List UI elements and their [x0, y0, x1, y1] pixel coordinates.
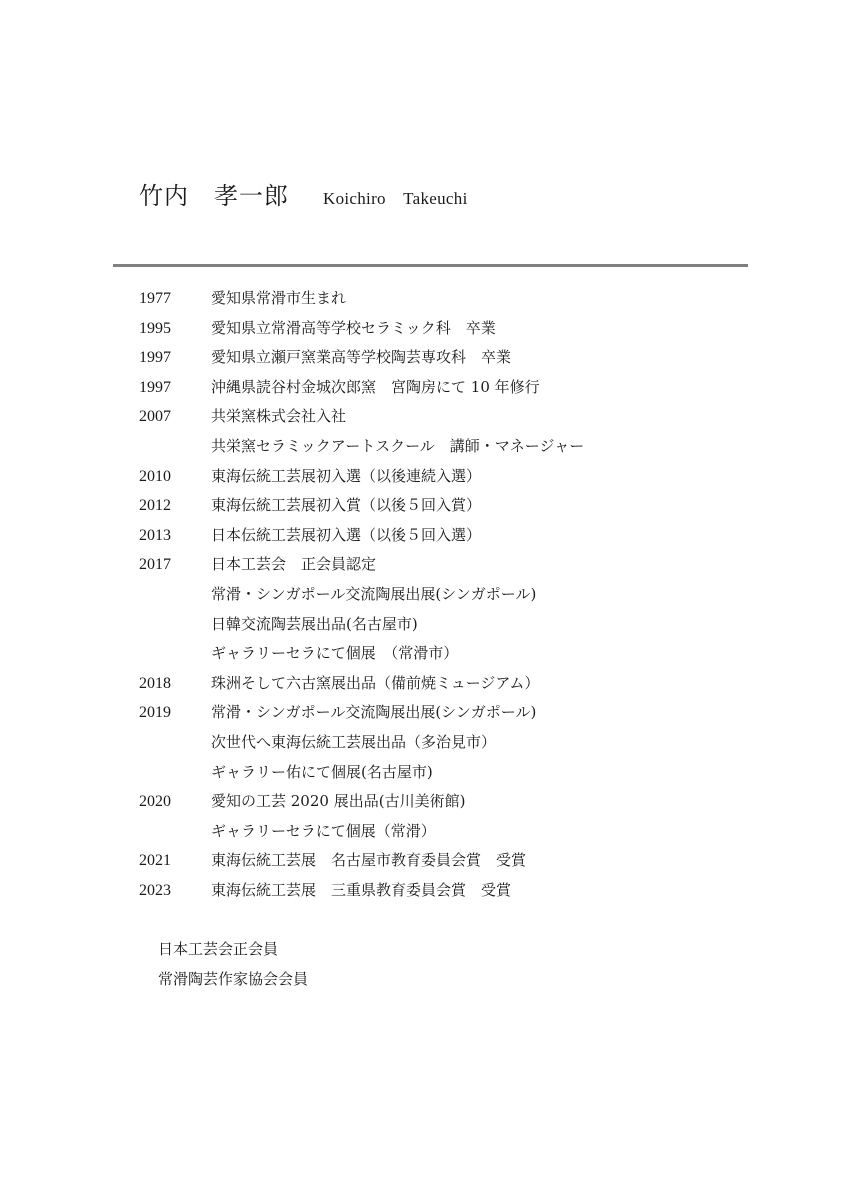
timeline-text: 常滑・シンガポール交流陶展出展(シンガポール) — [211, 703, 537, 722]
timeline-row — [139, 462, 739, 492]
timeline-text: 共栄窯株式会社入社 — [211, 407, 347, 426]
timeline-row — [139, 580, 739, 610]
timeline-text: 愛知県立瀬戸窯業高等学校陶芸専攻科 卒業 — [211, 348, 512, 367]
timeline-year: 2019 — [139, 704, 171, 722]
timeline-text: 常滑・シンガポール交流陶展出展(シンガポール) — [211, 584, 537, 603]
timeline-row — [139, 817, 739, 847]
timeline-row — [139, 876, 739, 906]
membership-item: 常滑陶芸作家協会会員 — [158, 970, 309, 988]
timeline-text: 愛知県立常滑高等学校セラミック科 卒業 — [211, 318, 496, 337]
timeline-row — [139, 639, 739, 669]
timeline-row — [139, 550, 739, 580]
timeline-year: 2023 — [139, 881, 171, 899]
timeline-row — [139, 610, 739, 640]
timeline-text: 愛知の工芸 2020 展出品(古川美術館) — [211, 792, 466, 811]
timeline-year: 2017 — [139, 556, 171, 574]
timeline-year: 2007 — [139, 408, 171, 426]
timeline-year: 2012 — [139, 497, 171, 515]
timeline-text: ギャラリーセラにて個展（常滑） — [211, 821, 436, 840]
timeline-text: 東海伝統工芸展初入賞（以後５回入賞） — [211, 496, 482, 515]
timeline-row — [139, 373, 739, 403]
timeline-text: 東海伝統工芸展 名古屋市教育委員会賞 受賞 — [211, 851, 527, 870]
timeline-text: 沖縄県読谷村金城次郎窯 宮陶房にて 10 年修行 — [211, 377, 540, 396]
header-divider — [113, 264, 748, 267]
timeline-text: 日本工芸会 正会員認定 — [211, 555, 377, 574]
timeline-text: 日韓交流陶芸展出品(名古屋市) — [211, 614, 418, 633]
timeline-text: 東海伝統工芸展初入選（以後連続入選） — [211, 466, 482, 485]
timeline-text: ギャラリーセラにて個展 （常滑市） — [211, 644, 459, 663]
timeline-row — [139, 521, 739, 551]
timeline-year: 2018 — [139, 674, 171, 692]
timeline-year: 2013 — [139, 526, 171, 544]
timeline-row — [139, 432, 739, 462]
timeline-year: 2010 — [139, 467, 171, 485]
career-timeline — [139, 284, 739, 905]
timeline-row — [139, 728, 739, 758]
timeline-row — [139, 491, 739, 521]
timeline-text: 日本伝統工芸展初入選（以後５回入選） — [211, 525, 482, 544]
timeline-year: 1995 — [139, 319, 171, 337]
timeline-row — [139, 758, 739, 788]
timeline-text: 次世代へ東海伝統工芸展出品（多治見市） — [211, 732, 497, 751]
timeline-row — [139, 846, 739, 876]
profile-header — [139, 176, 468, 210]
timeline-text: 珠洲そして六古窯展出品（備前焼ミュージアム） — [211, 673, 540, 692]
timeline-row — [139, 314, 739, 344]
timeline-text: 共栄窯セラミックアートスクール 講師・マネージャー — [211, 436, 585, 455]
timeline-year: 1997 — [139, 378, 171, 396]
timeline-row — [139, 402, 739, 432]
timeline-text: 愛知県常滑市生まれ — [211, 289, 347, 307]
membership-item: 日本工芸会正会員 — [158, 940, 279, 958]
timeline-year: 2020 — [139, 793, 171, 811]
timeline-row — [139, 284, 739, 314]
timeline-year: 1977 — [139, 290, 171, 307]
timeline-text: ギャラリー佑にて個展(名古屋市) — [211, 762, 433, 781]
timeline-row — [139, 669, 739, 699]
timeline-text: 東海伝統工芸展 三重県教育委員会賞 受賞 — [211, 880, 512, 899]
artist-name-english: Koichiro Takeuchi — [323, 189, 468, 208]
artist-name-japanese: 竹内 孝一郎 — [139, 182, 289, 210]
timeline-year: 1997 — [139, 349, 171, 367]
timeline-row — [139, 787, 739, 817]
timeline-year: 2021 — [139, 852, 171, 870]
timeline-row — [139, 343, 739, 373]
memberships-list — [158, 934, 308, 994]
timeline-row — [139, 698, 739, 728]
